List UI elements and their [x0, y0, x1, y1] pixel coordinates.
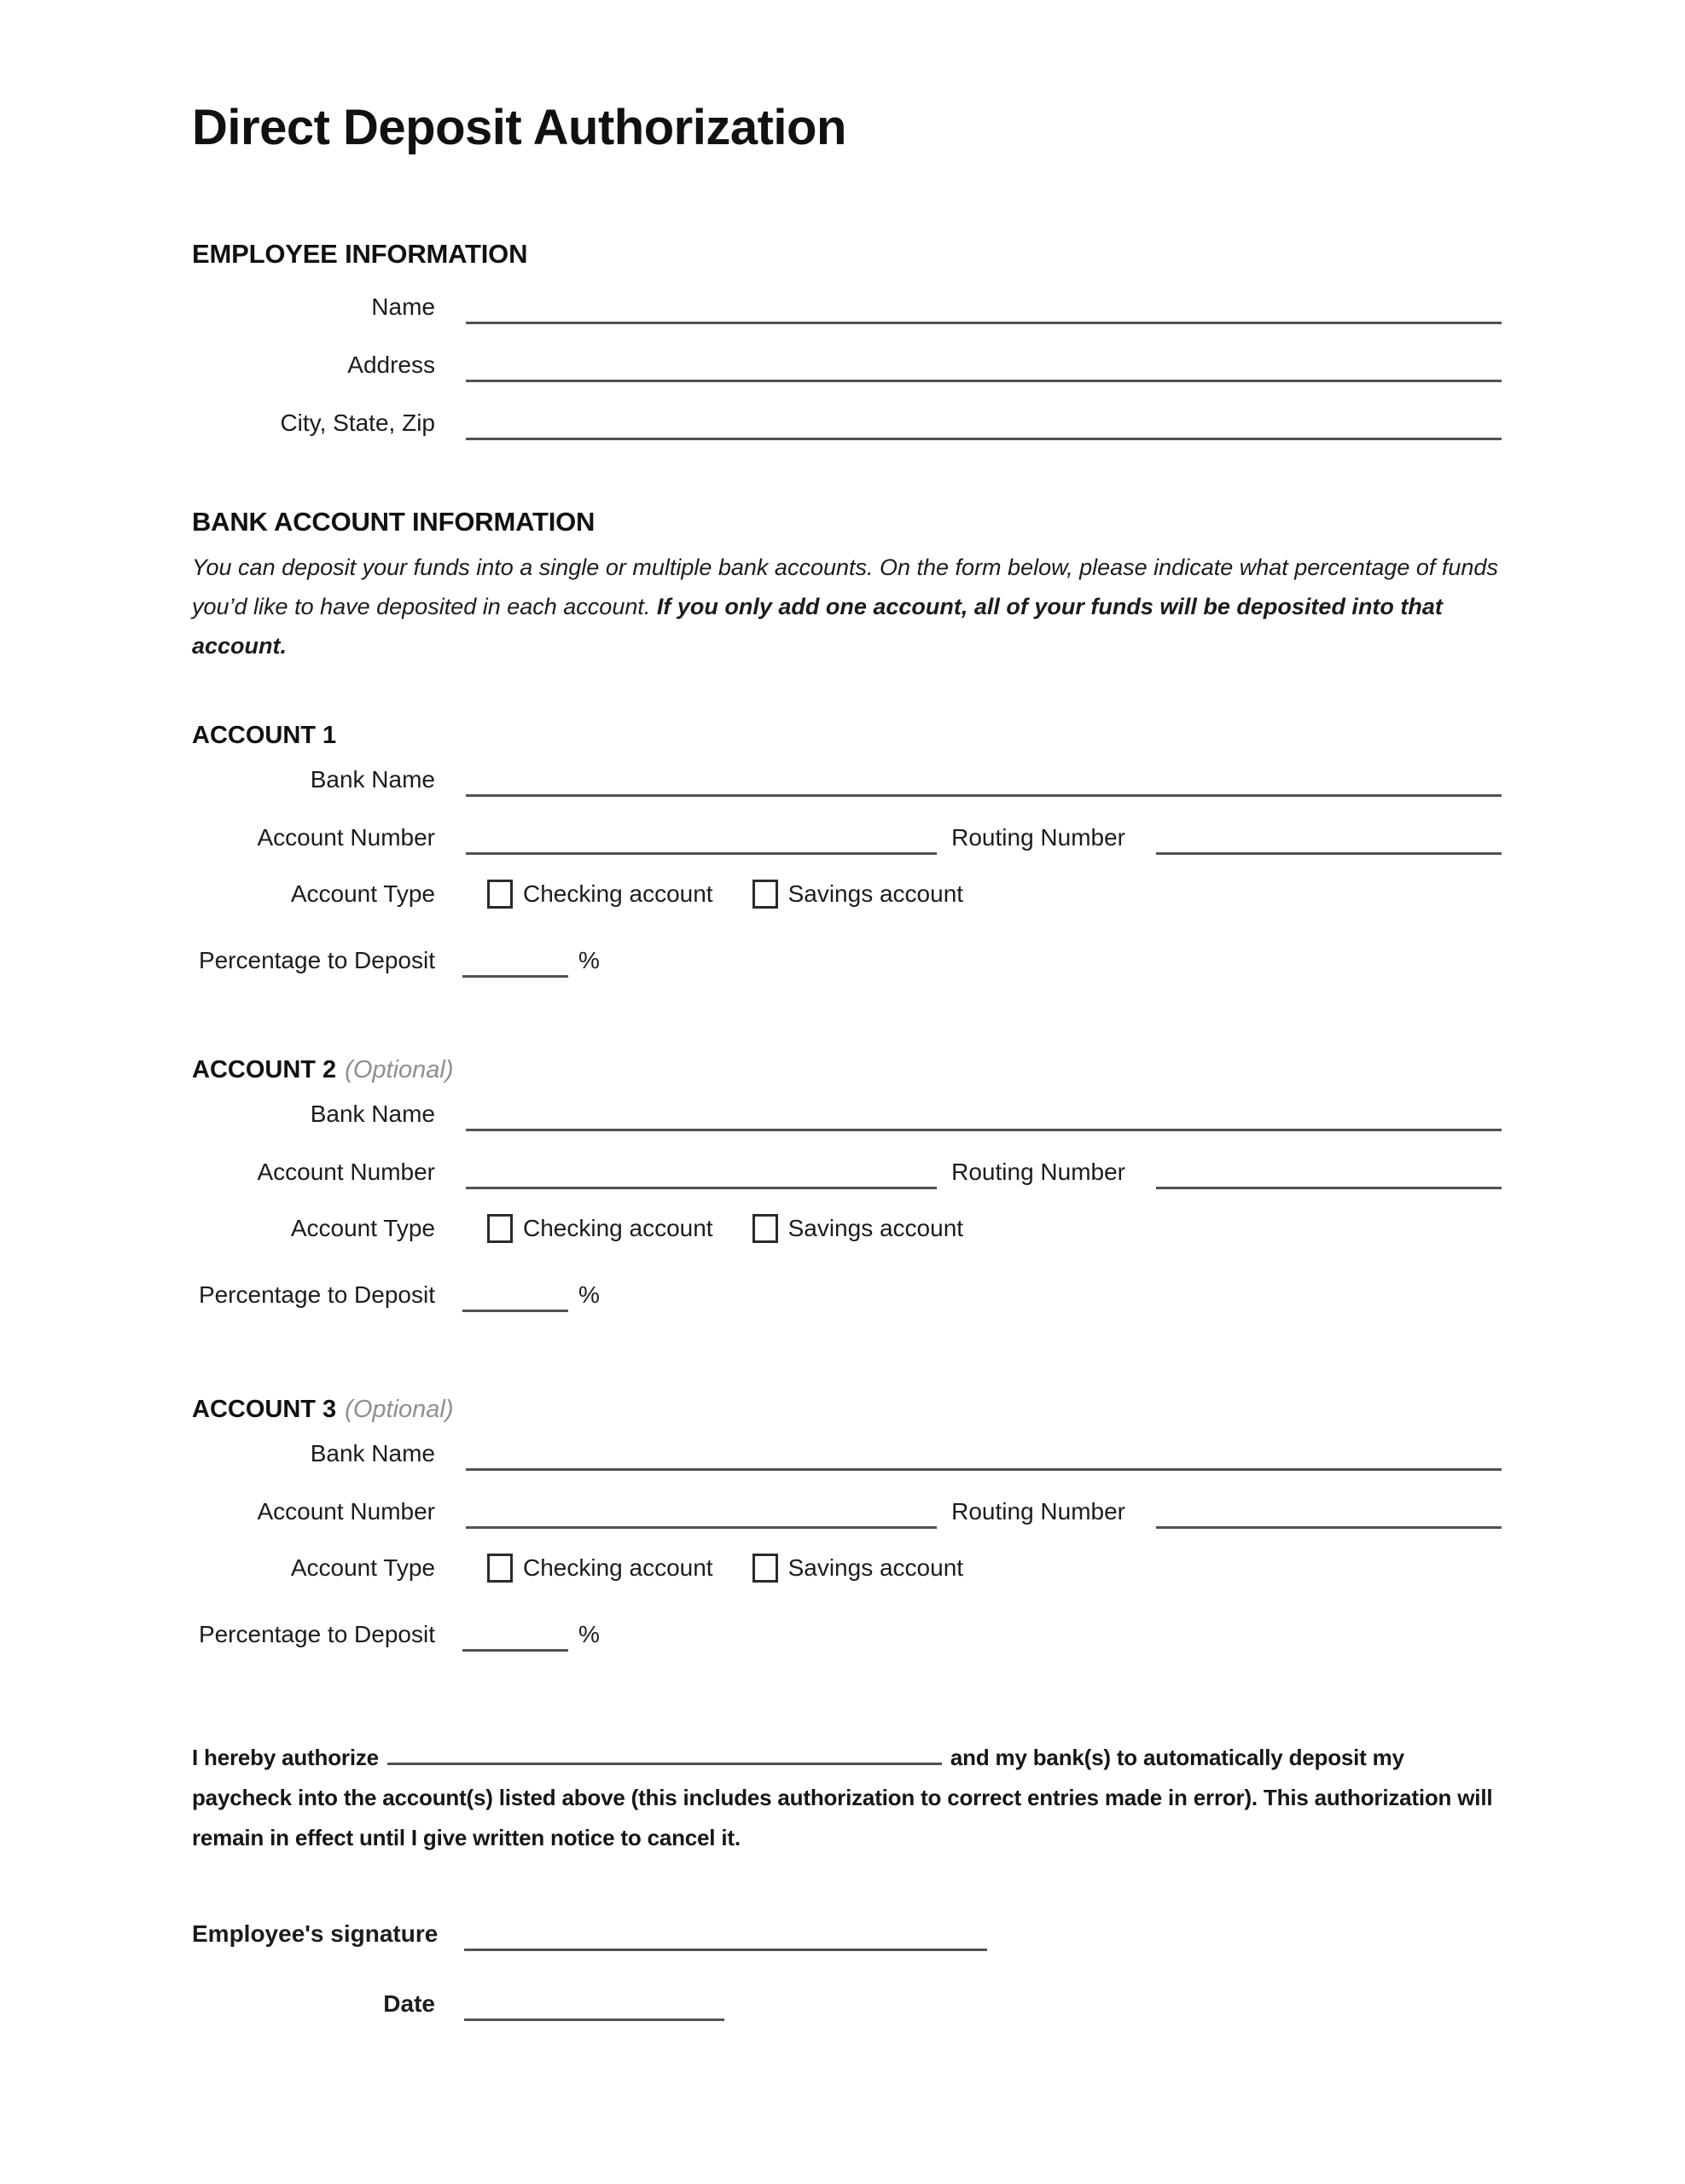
account-number-label: Account Number	[257, 1159, 435, 1185]
savings-account-label: Savings account	[787, 1554, 964, 1581]
account-3-routing-number-input-line[interactable]	[1156, 1496, 1502, 1529]
routing-number-label: Routing Number	[951, 1159, 1125, 1185]
account-2-percentage-input-line[interactable]	[462, 1280, 568, 1312]
checking-account-label: Checking account	[523, 1554, 713, 1581]
checking-account-label: Checking account	[523, 1215, 713, 1241]
account-3-bank-name-row	[192, 1437, 1502, 1471]
date-label: Date	[383, 1990, 435, 2017]
bank-section-heading: BANK ACCOUNT INFORMATION	[192, 507, 596, 537]
checking-account-label: Checking account	[523, 880, 713, 907]
account-3-percentage-row	[192, 1618, 1502, 1652]
account-1-savings-checkbox[interactable]	[752, 880, 778, 909]
account-type-label: Account Type	[290, 880, 435, 907]
percent-sign: %	[578, 1621, 600, 1647]
account-2-type-row	[192, 1211, 1502, 1246]
account-2-bank-name-input-line[interactable]	[466, 1099, 1502, 1131]
name-input-line[interactable]	[466, 292, 1502, 324]
account-number-label: Account Number	[257, 824, 435, 851]
account-2-heading-text: ACCOUNT 2	[192, 1056, 337, 1083]
percentage-label: Percentage to Deposit	[198, 1281, 435, 1308]
city-state-zip-label: City, State, Zip	[280, 410, 435, 436]
account-1-routing-number-input-line[interactable]	[1156, 822, 1502, 855]
authorization-before-blank: I hereby authorize	[192, 1745, 379, 1770]
savings-account-label: Savings account	[787, 880, 964, 907]
authorized-party-input-line[interactable]	[387, 1737, 942, 1765]
account-2-numbers-row	[192, 1155, 1502, 1189]
percent-sign: %	[578, 1281, 600, 1308]
savings-account-label: Savings account	[787, 1215, 964, 1241]
account-1-percentage-row	[192, 944, 1502, 978]
account-2-checking-checkbox[interactable]	[487, 1214, 513, 1243]
account-2-optional-tag: (Optional)	[345, 1056, 454, 1083]
account-1-numbers-row	[192, 821, 1502, 855]
percentage-label: Percentage to Deposit	[198, 947, 435, 973]
bank-name-label: Bank Name	[310, 766, 435, 793]
account-2-account-number-input-line[interactable]	[466, 1157, 937, 1189]
percentage-label: Percentage to Deposit	[198, 1621, 435, 1647]
city-state-zip-field-row	[192, 406, 1502, 440]
account-number-label: Account Number	[257, 1498, 435, 1525]
authorization-statement	[192, 1737, 1502, 1858]
name-field-row	[192, 290, 1502, 324]
bank-name-label: Bank Name	[310, 1101, 435, 1127]
account-1-percentage-input-line[interactable]	[462, 945, 568, 978]
routing-number-label: Routing Number	[951, 1498, 1125, 1525]
account-3-numbers-row	[192, 1495, 1502, 1529]
account-1-heading	[192, 720, 1502, 751]
account-2-savings-checkbox[interactable]	[752, 1214, 778, 1243]
address-input-line[interactable]	[466, 350, 1502, 382]
account-2-bank-name-row	[192, 1097, 1502, 1131]
account-2-percentage-row	[192, 1278, 1502, 1312]
date-input-line[interactable]	[464, 1989, 724, 2021]
date-row	[192, 1987, 1502, 2021]
account-2-heading	[192, 1054, 1502, 1085]
account-3-optional-tag: (Optional)	[345, 1396, 454, 1423]
account-1-checking-checkbox[interactable]	[487, 880, 513, 909]
account-type-label: Account Type	[290, 1554, 435, 1581]
account-3-heading	[192, 1394, 1502, 1425]
city-state-zip-input-line[interactable]	[466, 408, 1502, 440]
account-1-type-row	[192, 877, 1502, 911]
authorization-after-blank: and my bank(s) to automatically deposit my paycheck into the account(s) listed above (this includes authorization to correct entries made in error). This authorization will remain in effect until I give written notice to cancel it.	[192, 1745, 1493, 1850]
account-3-type-row	[192, 1551, 1502, 1585]
account-3-savings-checkbox[interactable]	[752, 1554, 778, 1583]
account-1-bank-name-input-line[interactable]	[466, 764, 1502, 797]
routing-number-label: Routing Number	[951, 824, 1125, 851]
intro-normal-text: You can deposit your funds into a single or multiple bank accounts. On the form below, please indicate what percentage of funds you’d like to have deposited in each account.	[192, 555, 1498, 619]
page-title: Direct Deposit Authorization	[192, 100, 846, 155]
account-3-account-number-input-line[interactable]	[466, 1496, 937, 1529]
address-label: Address	[347, 351, 435, 378]
account-1-bank-name-row	[192, 763, 1502, 797]
address-field-row	[192, 348, 1502, 382]
signature-row	[192, 1917, 1502, 1951]
employee-section-heading: EMPLOYEE INFORMATION	[192, 239, 528, 269]
bank-section-intro	[192, 548, 1502, 665]
account-1-heading-text: ACCOUNT 1	[192, 722, 337, 749]
account-1-account-number-input-line[interactable]	[466, 822, 937, 855]
intro-bold-text: If you only add one account, all of your funds will be deposited into that account.	[192, 594, 1443, 659]
account-type-label: Account Type	[290, 1215, 435, 1241]
account-3-heading-text: ACCOUNT 3	[192, 1396, 337, 1423]
percent-sign: %	[578, 947, 600, 973]
bank-name-label: Bank Name	[310, 1440, 435, 1467]
account-2-routing-number-input-line[interactable]	[1156, 1157, 1502, 1189]
employee-signature-input-line[interactable]	[464, 1919, 987, 1951]
name-label: Name	[371, 293, 435, 320]
employee-signature-label: Employee's signature	[192, 1920, 439, 1947]
account-3-checking-checkbox[interactable]	[487, 1554, 513, 1583]
account-3-percentage-input-line[interactable]	[462, 1619, 568, 1652]
account-3-bank-name-input-line[interactable]	[466, 1438, 1502, 1471]
